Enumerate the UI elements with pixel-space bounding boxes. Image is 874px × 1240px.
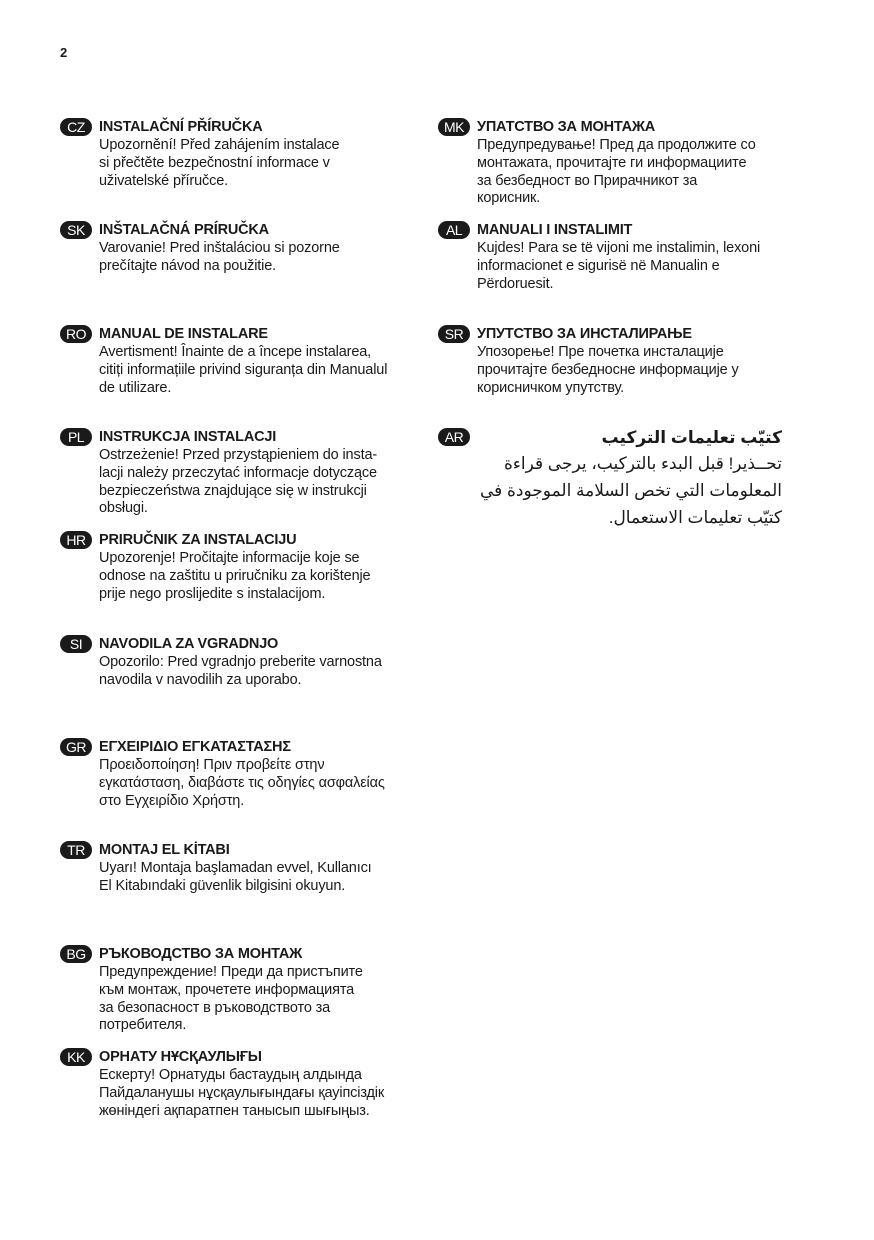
body-line: Avertisment! Înainte de a începe instalarea, [99, 344, 372, 360]
body-line: كتيّب تعليمات الاستعمال. [608, 508, 782, 527]
section-body [477, 344, 739, 397]
section-body [99, 137, 339, 190]
language-badge: SI [60, 635, 92, 653]
language-badge: AL [438, 221, 470, 239]
section-body [99, 1067, 384, 1120]
section-title: УПУТСТВО ЗА ИНСТАЛИРАЊЕ [477, 326, 692, 342]
section-body [477, 137, 756, 208]
body-line: navodila v navodilih za uporabo. [99, 671, 302, 688]
section-body [99, 964, 363, 1035]
section-title: ΕΓΧΕΙΡΙΔΙΟ ΕΓΚΑΤΑΣΤΑΣΗΣ [99, 739, 291, 755]
body-line: στο Εγχειρίδιο Χρήστη. [99, 792, 245, 809]
body-line: prečítajte návod na použitie. [99, 257, 277, 274]
body-line: Uyarı! Montaja başlamadan evvel, Kullanıcı [99, 860, 372, 876]
body-line: si přečtěte bezpečnostní informace v [99, 154, 330, 171]
language-badge: GR [60, 738, 92, 756]
section-title: MANUALI I INSTALIMIT [477, 222, 633, 238]
body-line: bezpieczeństwa znajdujące się w instrukcji [99, 482, 367, 499]
section-body [99, 654, 382, 690]
section-title: УПАТСТВО ЗА МОНТАЖА [477, 119, 656, 135]
section-title: INSTRUKCJA INSTALACJI [99, 429, 277, 445]
page-number: 2 [60, 45, 68, 60]
language-badge: SK [60, 221, 92, 239]
body-line: корисник. [477, 190, 541, 207]
body-line: Ескерту! Орнатуды бастаудың алдында [99, 1067, 362, 1083]
body-line: към монтаж, прочетете информацията [99, 981, 355, 998]
language-badge: TR [60, 841, 92, 859]
body-line: Ostrzeżenie! Przed przystąpieniem do insta- [99, 447, 378, 463]
language-badge: BG [60, 945, 92, 963]
body-line: prije nego proslijedite s instalacijom. [99, 585, 326, 602]
section-title: PRIRUČNIK ZA INSTALACIJU [99, 532, 297, 548]
body-line: Varovanie! Pred inštaláciou si pozorne [99, 240, 340, 256]
body-line: informacionet e sigurisë në Manualin e [477, 257, 720, 274]
body-line: Kujdes! Para se të vijoni me instalimin, lexoni [477, 240, 761, 256]
section-title: ОРНАТУ НҰСҚАУЛЫҒЫ [99, 1049, 262, 1065]
section-body [477, 240, 760, 293]
body-line: Opozorilo: Pred vgradnjo preberite varnostna [99, 654, 382, 670]
section-title: INŠTALAČNÁ PRÍRUČKA [99, 222, 269, 238]
body-line: obsługi. [99, 500, 148, 517]
section-body [99, 240, 340, 276]
section-body [99, 447, 377, 518]
body-line: تحــذير! قبل البدء بالتركيب، يرجى قراءة [503, 454, 782, 473]
language-badge: RO [60, 325, 92, 343]
section-title: РЪКОВОДСТВО ЗА МОНТАЖ [99, 946, 303, 962]
body-line: Përdoruesit. [477, 275, 554, 292]
section-title: MANUAL DE INSTALARE [99, 326, 268, 342]
section-title: كتيّب تعليمات التركيب [601, 428, 782, 447]
body-line: корисничком упутству. [477, 379, 624, 396]
section-title: NAVODILA ZA VGRADNJO [99, 636, 279, 652]
body-line: El Kitabındaki güvenlik bilgisini okuyun. [99, 877, 346, 894]
body-line: Προειδοποίηση! Πριν προβείτε στην [99, 757, 325, 773]
body-line: прочитајте безбедносне информације у [477, 361, 739, 378]
section-body [99, 550, 370, 603]
body-line: citiți informațiile privind siguranța din Manualul [99, 361, 388, 378]
body-line: Пайдаланушы нұсқаулығындағы қауіпсіздік [99, 1084, 385, 1101]
language-badge: CZ [60, 118, 92, 136]
language-badge: PL [60, 428, 92, 446]
body-line: Upozornění! Před zahájením instalace [99, 137, 340, 153]
body-line: Предупредување! Пред да продолжите со [477, 137, 756, 153]
section-title: MONTAJ EL KİTABI [99, 842, 230, 858]
body-line: de utilizare. [99, 379, 172, 396]
body-line: потребителя. [99, 1017, 187, 1034]
body-line: Упозорење! Пре почетка инсталације [477, 344, 724, 360]
body-line: монтажата, прочитајте ги информациите [477, 154, 747, 171]
body-line: المعلومات التي تخص السلامة الموجودة في [480, 481, 782, 500]
body-line: Upozorenje! Pročitajte informacije koje se [99, 550, 360, 566]
body-line: uživatelské příručce. [99, 172, 229, 189]
body-line: жөніндегі ақпаратпен танысып шығыңыз. [99, 1102, 370, 1119]
body-line: за безопасност в ръководството за [99, 999, 331, 1016]
body-line: εγκατάσταση, διαβάστε τις οδηγίες ασφαλείας [99, 774, 385, 791]
language-badge: KK [60, 1048, 92, 1066]
body-line: за безбедност во Прирачникот за [477, 172, 698, 189]
section-body [99, 344, 387, 397]
section-body [480, 450, 782, 531]
language-badge: SR [438, 325, 470, 343]
section-body [99, 757, 385, 810]
section-title: INSTALAČNÍ PŘÍRUČKA [99, 119, 263, 135]
language-badge: HR [60, 531, 92, 549]
body-line: lacji należy przeczytać informacje dotyczące [99, 464, 377, 481]
section-body [99, 860, 372, 896]
language-badge: AR [438, 428, 470, 446]
body-line: Предупреждение! Преди да пристъпите [99, 964, 363, 980]
body-line: odnose na zaštitu u priručniku za korištenje [99, 567, 371, 584]
language-badge: MK [438, 118, 470, 136]
